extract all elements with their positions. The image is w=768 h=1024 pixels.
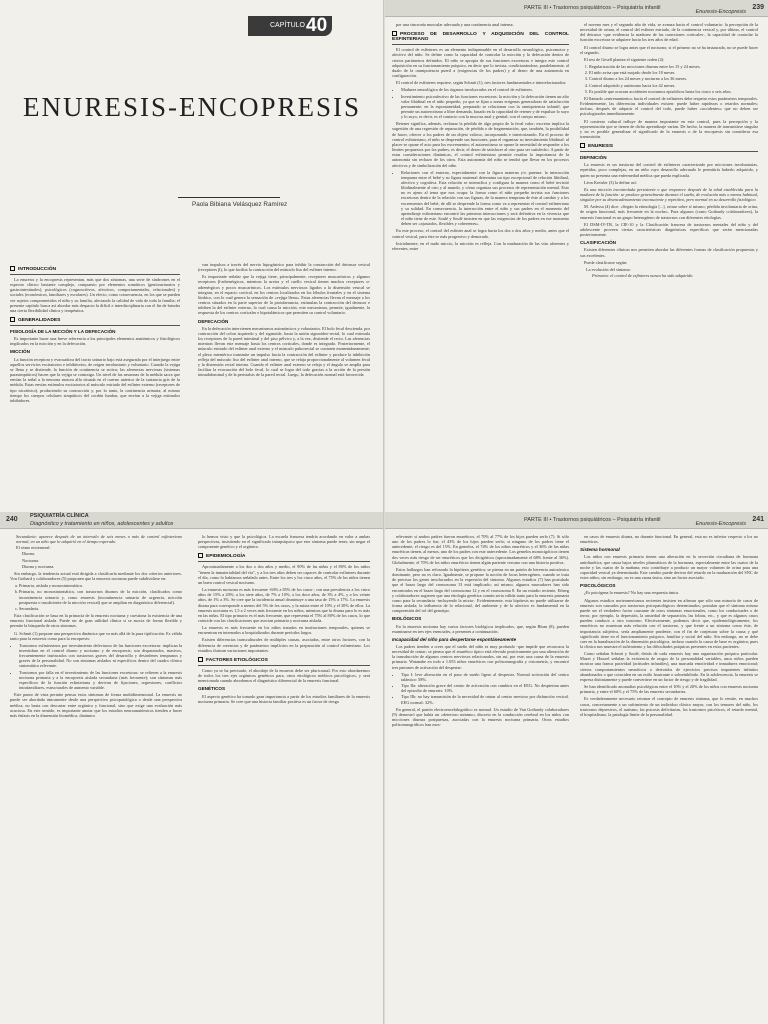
list-item: El ritmo nictemeral: (16, 545, 51, 551)
text-column-1 (392, 534, 569, 1022)
chapter-number: 40 (306, 15, 328, 36)
paragraph: por una sincronía muscular adecuada y una continencia anal intensa. (396, 22, 514, 27)
header-part: PSIQUIATRÍA CLÍNICA (30, 513, 89, 519)
list-item: 4. Control adquirido y autónomo hacia los 42 meses. (589, 83, 758, 88)
heading-rule (580, 151, 758, 152)
paragraph: Sin embargo, la tendencia actual está dirigida a clasificarla mediante los dos criterios anteriores. Von Gothard y colaboradores (5) proponen que la enuresis nocturna puede subdividirse en: (10, 570, 182, 582)
text-column-2 (198, 262, 370, 510)
section-heading: INTRODUCCIÓN (10, 266, 180, 272)
bottom-spread (0, 512, 768, 1024)
paragraph: La enuresis es un trastorno del control de esfínteres caracterizado por micciones involuntarias, repetidas, poco complejas, en un niño cuyo desarrollo adecuado le permitiría haberlo adquirido, y quien no presenta una enfermedad médica que pueda explicarla. (580, 162, 758, 178)
paragraph: van impulsos a través del nervio hipogástrico para inhibir la contracción del detrusor vesical (receptores β), lo que facilita la contracción del músculo liso del esfínter interno. (198, 262, 370, 273)
subsection-heading: BIOLÓGICOS (392, 616, 422, 622)
square-bullet-icon (10, 266, 15, 271)
running-header (384, 0, 768, 17)
square-bullet-icon (580, 143, 585, 148)
list-item: Diurna y nocturna. (22, 563, 55, 569)
heading-rule (10, 274, 180, 275)
paragraph: en casos de enuresis diurna, no durante funcional. En general, esta no es inferior respecto a los no enuréticos. (580, 534, 758, 545)
header-part: PARTE III • Trastornos psiquiátricos – Psiquiatría infantil (524, 517, 661, 523)
list-item: Secundaria: aparece después de un intervalo de seis meses o más de control esfinteriano normal, en un niño que lo adquirió en el tiempo esperado. (16, 534, 182, 545)
paragraph: En este proceso, el control del esfínter anal se logra hacia los dos o dos años y medio, antes que el control vesical, para éste se más progresivo y demorado. (392, 228, 569, 239)
header-chapter: Enuresis-Encopresis (695, 9, 746, 15)
subsubsection-heading: Sistema hormonal (580, 547, 620, 553)
paragraph: Es importante hacer una breve referencia a los principales elementos anatómicos y fisiológicos implicados en la micción y en la defecación. (10, 336, 180, 347)
paragraph: lo hemos visto y que la psicológica. La escuela francesa tendría acordando en valor a ambas perspectivas, insistiendo en el significado intrapsíquico que este síntoma puede tener, sin negar el componente genético y el orgánico. (198, 534, 370, 550)
subsubsection-heading: Incapacidad del niño para despertarse espontáneamente (392, 636, 517, 642)
author-rule (178, 197, 280, 198)
subsection-heading: FISIOLOGÍA DE LA MICCIÓN Y LA DEFECACIÓN (10, 329, 116, 334)
list-item: a. Primaria, aislada y monosintomática. (19, 583, 182, 588)
section-heading: ENURESIS (580, 143, 758, 149)
paragraph: Los padres tienden a creer que el sueño del niño es muy profundo -que impide que reconozca la necesidad de orinar; se piensa que el enurético típico está elevado positivamente por una alteración de la transducción de algunos centros nerviosos relacionados, sin así, por este, una causa de la enuresis primaria. Watanabe en todo a 1.053 niños enuréticos con polisomnografía y cistometría, y encontró tres patrones de activación del despertar: (392, 643, 569, 670)
page-239 (384, 0, 768, 512)
list-item: • Trastornos por falla en el investimiento de las funciones excretoras: se refieren a la enuresis nocturna primaria y a la encopresis aislada secundaria (más frecuente); son síntomas más específicos de la función esfinteriana y derivan de fijaciones, regresiones, conflictos intrafamiliares, estructurales de aumento variable. (19, 670, 182, 691)
paragraph: Puede clasificarse según: (584, 259, 628, 265)
page-number: 240 (6, 516, 18, 523)
running-header (0, 512, 383, 529)
header-part: PARTE III • Trastornos psiquiátricos – Psiquiatría infantil (524, 5, 661, 11)
list-item: • Investimiento psicoafectivo de las funciones excretoras: la micción y la defecación tienen un alto valor libidinal en el niño pequeño, ya que se fijan a zonas erógenas generadoras de satisfacción permanente; en la espontaneidad, preparado se relacionan con la omnipotencia infantil, que permite un autoerotismo a libre demanda, basado en la capacidad de retener y de expulsar lo suyo y lo suyo, es decir, es el contacto con la mucosa anal y genital; con el cuerpo mismo. (401, 94, 569, 120)
paragraph: Inicialmente, en el nudo miccio, la micción es refleja. Con la maduración de las vías aferentes y eferentes, entre (392, 240, 569, 251)
paragraph: El control diurno se logra antes que el nocturno; si el primero no se ha instaurado, no se puede hacer el segundo. (580, 44, 758, 55)
paragraph: G. Schmit (1) propone una perspectiva dinámica que va más allá de la pura tipificación. Es válida tanto para la enuresis como para la encopresis: (10, 630, 182, 641)
paragraph: El test de Gesell plantea el siguiente orden (2): (584, 56, 665, 62)
heading-rule (198, 665, 370, 666)
list-item: Diurna. (22, 551, 36, 557)
subsection-heading: MICCIÓN (10, 349, 30, 355)
text-column-2 (580, 22, 758, 510)
page-241 (384, 512, 768, 1024)
text-column-2 (580, 534, 758, 1022)
page-238 (0, 0, 384, 512)
paragraph: Existen diferentes clínicas nos permiten abordar las diferentes formas de clasificación propuestas y sus excelentes. (580, 247, 758, 258)
paragraph: Esta clasificación se basa en la primacía de la enuresis nocturna y cuestiona la existencia de una enuresis funcional aislada. Puede ser de gran utilidad clínica si se asocia de forma flexible y permite la búsqueda de otros síntomas. (10, 613, 182, 629)
list-item: 3. Control diurno a los 24 meses y nocturno a los 36 meses. (589, 76, 758, 81)
paragraph: El control de esfínteres requiere, según Schmit (1), tres factores fundamentales e interrelacionados: (396, 80, 567, 86)
list-item: • Tipo IIa: alteración grave del centro de activación con cambios en el EEG. No despiertan antes del episodio de enuresis: 10%. (401, 683, 569, 693)
page-fold (383, 0, 385, 512)
page-fold (383, 512, 385, 1024)
list-item: • Relaciones con el entorno, especialmente con la figura materna y/o paterna: la interacción temprana entre el bebé y su figura maternal determina un tipo excepcional de relación libidinal, afectiva y cognitiva. Esta relación se intensifica y configura la manera como el bebé invistió libidinalmente al otro y al mundo, y cómo organiza sus procesos de representación mental. Esto no es ajeno al tema que nos ocupa: la forma como el niño pequeño invista sus funciones excretoras dentro de la relación con sus figuras, de la manera temprana de éste al cambio y a los excrementos del bebé, de allí se desprende la forma como va a representar el control esfinteriano y su solidad. En consecuencia, la interacción entre el niño y sus padres en el momento del aprendizaje esfinteriano encontró las primeras interacciones y será definitiva en la vivencia que el niño tiene de este. Soulé y Soulé insisten en que las exigencias de los padres en ese momento deben ser «ajustados, flexibles y coherentes». (401, 170, 569, 227)
paragraph: Aproximadamente a los dos o dos años y medio, el 90% de las niñas y el 80% de los niños "tienen la inmaterialidad del vía", y a los tres años deben ser capaces de controlar esfínteres durante el día, como lo habíamos señalado antes. Entre los tres y los cinco años, el 75% de los niños tienen un buen control vesical nocturno. (198, 564, 370, 585)
subsection-heading: CLASIFICACIÓN (580, 240, 616, 246)
square-bullet-icon (10, 317, 15, 322)
list-item: • Tipo IIb: no hay transmisión de la necesidad de orinar al centro nervioso por disfunción vesical. EEG normal: 32%. (401, 694, 569, 704)
subsection-heading: PSICOLÓGICOS (580, 583, 616, 589)
paragraph: En general, el patrón electroencefalográfico es normal. Un estudio de Van Gothardy colaboradores (9) demostró que había un «deterioro mínimo» discreto en la conducción cerebral en los niños con micciones diurnas postpuestas, asociadas con la enuresis nocturna primaria. Otros estudios polisomnográficos han mos- (392, 706, 569, 728)
paragraph: Existen diferencias transculturales de múltiples causas, asociadas, entre otros factores, con la diferencia de creencias y de parámetros implícitos en la preparación al control esfinteriano. Los estudios ilustran variaciones importantes. (198, 637, 370, 653)
paragraph: El aspecto genético ha tomado gran importancia a partir de los estudios familiares de la enuresis nocturna primaria. Se cree que una historia familiar positiva es un factor de riesgo (198, 693, 370, 704)
paragraph: El contexto cultural influye de manera importante en este control, pues la percepción y la representación que se tienen de dicho aprendizaje varían. De hecho, la manera de transmitirse singular y no es posible generalizar el significado de la enuresis o de la encopresis sin considerar esa transmisión. (580, 118, 758, 139)
paragraph: Es verdaderamente necesario retomar el concepto de enuresis síntoma, que lo remite, en muchos casos, concretamente a un sufrimiento de un individuo clínico mayor, con los temores del niño, los trastornos depresivos, el autismo, las psicosis deficitarias, los trastornos psicóticos, el retardo mental, el hospitalismo, la patología límite de la personalidad. (580, 696, 758, 717)
paragraph: Como ya se ha precisado, el abordaje de la enuresis debe ser pluricausal. Por esto abordaremos de todos los tres ejes orgánicos genéticos para, otros etiológicos médicos psicológicos, y será mencionada cuando abordemos el diagnóstico diferencial de la enuresis funcional. (198, 667, 370, 684)
heading-rule (198, 561, 370, 562)
paragraph: Se han identificado anomalías psicológicas entre el 10% y el 20% de los niños con enuresis nocturna primaria, y entre el 60% y el 75% de las enuresis secundarias. (580, 684, 758, 695)
paragraph: En la defecación intervienen mecanismos autonómicos y voluntarios. El bolo fecal descienda, por contracción del colon izquierdo y del sigmoide, hasta la unión sigmoideo-rectal, lo cual estimula los receptores de la pared intestinal y del piso pélvico y, a la vez, distiende el recto. Las aferencias mientras llevan este mensaje hasta los centros corticales, donde es integrado. Posteriormente, el músculo estriado del esfínter anal externo y el músculo puborrectal se contraen momentáneamente; el plexo mientérico transmite un impulso hacia la contracción del esfínter y produce la inhibición refleja del músculo liso del esfínter anal interno, que se relaja proporcionalmente al volumen fecal y la distensión rectal interna. Cuando el esfínter anal externo se relaja y el ángulo se amplía para facilitar la evacuación del bolo fecal, lo cual se logra del todo gracias a la acción de la presión intraabdominal y de la peristalsis de la pared rectal. Luego, la defecación normal está favorecida (198, 325, 370, 378)
list-item: • Madurez neurológica de los órganos involucrados en el control de esfínteres. (401, 87, 569, 92)
list-item: • Tipo I: leve alteración en el paso de sueño ligero al despertar. Normal activación del centro talámico: 58%. (401, 672, 569, 682)
paragraph: La función receptora y evacuadora del tracto urinario bajo está asegurada por el interjuego entre aquellos servicios excitatorios e inhibitorios, de origen involuntario y voluntario. Cuando la vejiga se llena y se distiende, la función de continencia se activa; las aferencias nerviosas (sistemas parasimpáticos) hacen que la vejiga se contraiga. Un nivel de las neuronas de la médula sacra que envían la señal a la neurona motora alfa situada en el cuerno anterior de la sustancia gris de la médula. Estas envían estímulos excitatorios al músculo estriado del esfínter externo (receptores de tipo nicotínico), produciendo su contracción y, por lo tanto, la continencia urinaria; al mismo tiempo los cuerpos celulares simpáticos del cordón lumbar, que envían a la vejiga estímulos inhibidores. (10, 356, 180, 403)
page-number: 241 (752, 516, 764, 523)
paragraph: Léon Kreisler (3) la define así: (584, 179, 637, 185)
list-item: c. Secundaria. (19, 606, 182, 611)
section-heading: FACTORES ETIOLÓGICOS (198, 657, 370, 663)
square-bullet-icon (392, 31, 397, 36)
running-header (384, 512, 768, 529)
list-item: Primaria: el control de esfínteres nunca ha sido adquirido. (592, 273, 694, 279)
paragraph: ¿Es psicógena la enuresis? No hay una respuesta única. (584, 590, 680, 596)
list-item: Nocturna. (22, 557, 40, 563)
paragraph: Este punto de vista permite pensar estos síntomas de forma multidimensional. La enuresis no puede ser abordada únicamente desde una perspectiva psicopatológica o desde una perspectiva médica, no basta con descartar entre orgánico y funcional, sino que exige una evaluación más acuciosa. En este sentido, es importante anotar que los estudios neuroanatómicos tienden a hacer más énfasis en la dimensión biomédica, dinámico (10, 692, 182, 718)
paragraph: El DSM-IV-TR, la CIE-10 y la Clasificación francesa de trastornos mentales del niño y del adolescente proveen ciertas características diagnósticas específicas que serán mencionadas posteriormente. (580, 221, 758, 238)
section-heading: PROCESO DE DESARROLLO Y ADQUISICIÓN DEL CONTROL ESFINTERIANO (392, 31, 569, 43)
heading-rule (10, 325, 180, 326)
paragraph: el noveno mes y el segundo año de vida, se avanza hacia el control voluntario: la percepción de la necesidad de orinar, el control del esfínter estriado, de la continencia vesical y, por último, el control del detrusor -que evidencia la madurez de las conexiones corticales-, la capacidad de controlar la función excretora se adquiere hacia los tres años de edad. (580, 22, 758, 43)
section-heading: EPIDEMIOLOGÍA (198, 553, 370, 559)
section-heading: GENERALIDADES (10, 317, 180, 323)
page-number: 239 (752, 4, 764, 11)
list-item: La evolución del síntoma: (586, 266, 631, 272)
header-chapter: Enuresis-Encopresis (695, 521, 746, 527)
text-column-2 (198, 534, 370, 1022)
text-column-1 (392, 22, 569, 510)
text-column-1 (10, 262, 180, 510)
paragraph: Como señalan Schmit y Soulé, detrás de cada enuresis hay una organización psíquica particular. Mazet y Houzel señalan la existencia de rasgos de la personalidad variables, unos niños pueden mostrar una franca pasividad (actitudes infantiles), una marcada emotividad e inmadurez emocional; ciertos comportamientos neuróticos o derivados de ejercicios precisos impotentes infinitos abandonados o que coinciden en un estilo frustrante o sobreinhibido. En la adolescencia, la enuresis se expresa distintamente y puede convertirse en un factor de riesgo y de fragilidad. (580, 651, 758, 682)
list-item: 1. Regularización de las micciones diurnas entre los 15 y 24 meses. (589, 64, 758, 69)
header-subtitle: Diagnóstico y tratamiento en niños, adolescentes y adultos (30, 521, 174, 527)
paragraph: Es importante señalar que la vejiga tiene, principalmente, receptores muscarínicos y algunos receptores β-adrenérgicos, mientras la uretra y el cuello vesical tienen muchos receptores α-adrenérgicos y pocos muscarínicos. Los estímulos nerviosos ligados a la distensión vesical se integran, en el espacio cortical, en los centros localizados en los lóbulos frontales y en el sistema límbico, con lo cual genera la sensación de «vejiga llena». Estas aferencias llevan el mensaje a los centros situados en la parte superior de la protuberancia, estimulan la contracción del detrusor e inhiben la del esfínter externo, lo cual causa la micción; este mecanismo, permite, igualmente, la respuesta de los centros corticales e hipotalámicos que permiten su control voluntario. (198, 274, 370, 316)
paragraph: La enuresis y la encopresis representan, más que dos síntomas, una serie de síndromes en el espectro clínico bastante complejo, compuesto por elementos somáticos (genitourinarios y gastrointestinales), psicológicos (cognoscitivos, afectivos, comportamentales, relacionales) y sociales (económicos, familiares y escolares). Un efecto, como consecuencia, en los que se pueden ver sujetos comprometidos el niño y su familia, afectando la calidad de vida de toda la familia; el presente capítulo busca así abordar más despacio la difícil e interdisciplinaria con el fin de brindar una cierta flexibilidad clínica y terapéutica. (10, 276, 180, 313)
square-bullet-icon (198, 553, 203, 558)
paragraph: Los niños con enuresis primaria tienen una alteración en la secreción circadiana de hormona antidiurética, que causa bajos niveles plasmáticos de la hormona, especialmente entre las cuatro de la noche y las cuatro de la mañana; esto contribuye a producir un mayor volumen de orina para una capacidad vesical ya determinada. Este cambio puede derivar del retardo en la maduración del SNC de estos niños; sin embargo, no es una causa única, sino un factor asociado. (580, 554, 758, 581)
author-name: Paola Bibiana Velásquez Ramírez (192, 201, 288, 208)
paragraph: La enuresis nocturna es más frecuente -60% a 85% de los casos-, con una prevalencia a los cinco años de 15% a 20%; a los siete años, de 7% a 10%; a los doce años, de 3% a 4%, y a los veinte años, de 1% a 3%. Se cree que la incidencia anual disminuye a una tasa de 15% a 17%. La enuresis diurna para corresponde a menos del 5% de los casos, y la mixta entre el 10% y el 30% de ellos. La enuresis nocturna es 1,5 a 2 veces más frecuente en los niños, mientras que la diurna para lo es más en las niñas. El tipo primario es el más frecuente, que representa el 75% al 80% de los casos, lo que coincide con las clasificaciones que asocian primaria y nocturna aislada. (198, 587, 370, 623)
list-item: 5. Es posible que ocurran accidentes nocturnos episódicos hasta los cinco o seis años. (589, 89, 758, 94)
paragraph: Algunos estudios norteamericanos recientes insisten en afirmar que sólo una minoría de casos de enuresis son causados por trastornos psicopatológicos determinados; postulan que el síntoma mismo puede ser el verdadero factor causante de otros síntomas emocionales, como los conductuales o de terror, por ejemplo, la depresión, la ansiedad de separación, las fobias, etc., y que es algunos casos pueden conducir a otro trastorno. Efectivamente, podemos decir que, epidemiológicamente, los enuréticos no muestran más relación con el trastorno, y que frente a un síntoma como éste, de importancia subjetiva, sería ampliamente prudente, con el fin de conjeturar sobre la causa y qué significado tiene en el funcionamiento psíquico, familiar y social del niño. Sin embargo, no se debe caer en la banalización de la dimensión psicológica, incluso cuando la causa de base es orgánica, pues la clínica nos muestra el sufrimiento y las dificultades psíquicas presentes en estos pacientes. (580, 597, 758, 649)
paragraph: El control de esfínteres es un elemento indispensable en el desarrollo neurológico, psicomotor y afectivo del niño. Se define como la capacidad de controlar la micción y la defecación dentro de ciertos parámetros definidos. El niño se apropia de sus funciones excretoras e integra este control adquisición en su funcionamiento psíquico, en decir que lo invista, condicionándose, paralelamente, al dualo de la omnipotencia pueril a (exigencias de los padres) y al deseo de una autonomía en configuración. (392, 47, 569, 79)
chapter-label: CAPÍTULO (270, 22, 306, 29)
subsection-heading: GENÉTICOS (198, 686, 226, 692)
paragraph: Retener significa, además, rechazar la pérdida de algo propio de la fecal valor; excretar implica la sugestión de una regresión de separación, de pérdida o de fragmentación, que, también, la posibilidad de hacer, ofrecer a los padres de un objeto valioso, incorporando e interiorizando. En el proceso de control esfinteriano, el niño se desprende sus funciones, para el organizar su investimiento libidinal: al placer se opone el acto para los excrementos; el autoerotismo se opone la necesidad de responder a los límites propuestos por los padres, es decir, el deseo de satisfacer al otro para ser satisfecho. A partir de estas consideraciones dinámicas, el control esfinteriano permite resaltar la importancia de la autonomía sin rechazo de los otros. Esta autonomía del niño se tendrá que llevar en los procesos afectivos y de simbolización del niño. (392, 121, 569, 168)
paragraph: relevante: si ambos padres fueron enuréticos, el 70% al 77% de los hijos pueden serlo (7). Si sólo uno de los padres lo fue, el 43% de los hijos pueden serlo; si ninguno de los padres tiene el antecedente, el riesgo es del 15%. En gemelos, el 74% de los niños enuréticos y el 36% de las niñas enuréticas tienen, al menos, uno de los padres con este antecedente. Los gemelos monocigóticos tienen dos veces más riesgo de ser enuréticos que los dicigóticos (aproximadamente el 68% frente al 36%). Globalmente, el 70% de los niños enuréticos tienen algún pariente cercano con una historia positiva. (392, 534, 569, 565)
list-item: b. Primaria, no monosintomática, con trastornos diurnos de la micción, clasificados como incontinencia urinaria y, como enuresis (incontinencia urinaria de urgencia, micción postpuesta o insuficiente de la micción vesical) que se amplían en diagnóstico diferencial). (19, 589, 182, 604)
block-quote: Es una micción incontrolada persistente o que reaparece después de la edad establecida para la madurez de la función: se produce generalmente durante el sueño, de evolución más o menos habitual, singular por su desencadenamiento inconsciente y repetitivo, pero normal en su desarrollo fisiológico. (580, 186, 758, 203)
square-bullet-icon (198, 657, 203, 662)
paragraph: El llamado «entrenamiento» hacia el control de esfínteres debe respetar estos parámetros temporales. Evidentemente, las diferencias individuales existen: puede haber rapidezas o retardos normales; incluso, después de adquirir el control del todo, puede haber «accidentes» que no deben ser psicologizados inmediatamente. (580, 95, 758, 117)
subsection-heading: DEFECACIÓN (198, 318, 229, 324)
list-item: • Trastornos esfinterianos por investimiento defectuoso de las funciones excretoras: implican la investidura en el control diurno y nocturno y de encopresis; son disparatados, masivos, frecuentemente intrincados con trastornos graves del desarrollo y desórdenes tempranos y graves de la personalidad. No son síntomas aislados ni específicos dentro del cuadro clínico sintomático relevante. (19, 643, 182, 669)
list-item: 2. El niño avisa que está mojado desde los 18 meses. (589, 70, 758, 75)
paragraph: M. Ardessa (4) dice: «Según la etimología [...], orinar sobre sí mismo; pérdida involuntaria de orina, de origen funcional, más frecuente en la noche». Para algunos (como Gothardy colaboradores), la enuresis funcional es un grupo heterogéneo de trastornos con diferentes etiologías. (580, 204, 758, 220)
heading-rule (392, 44, 569, 45)
paragraph: Estos hallazgos han reforzado la hipótesis genética; se piensa en un patrón de herencia autosómico dominante, pero no es claro. Igualmente, se propone la noción de locus heterogéneo, cuando se trata de precisar los genes involucrados en la expresión del síntoma. Algunos estudios (7) han postulado que el brazo largo del cromosoma 13 está implicado; así mismo, algunos marcadores han sido encontrados en el brazo largo del cromosoma 12 y en el cromosoma 8. En un estudio reciente, Eiberg y colaboradores sugieren que una etiología genética común sería válida tanto para la enuresis primaria como para la secundaria -incluyendo la mixta-. Evidentemente, esta hipótesis no puede utilizarse de forma aislada; la influencia de lo relacional, del ambiente y de lo afectivo es fundamental en la comprensión del rol del genotipo. (392, 566, 569, 614)
chapter-title: ENURESIS-ENCOPRESIS (22, 92, 362, 122)
text-column-1 (10, 534, 182, 1022)
subsection-heading: DEFINICIÓN (580, 155, 607, 161)
page-240 (0, 512, 384, 1024)
paragraph: La enuresis es más frecuente en los niños tratados en instituciones temporales, quienes se encuentran en internados u hospitalizados durante períodos largos. (198, 625, 370, 636)
paragraph: En la enuresis nocturna hay varios factores biológicos implicados, que, según Blum (8), pueden examinarse en tres ejes esenciales, a presentes a continuación. (392, 623, 569, 634)
